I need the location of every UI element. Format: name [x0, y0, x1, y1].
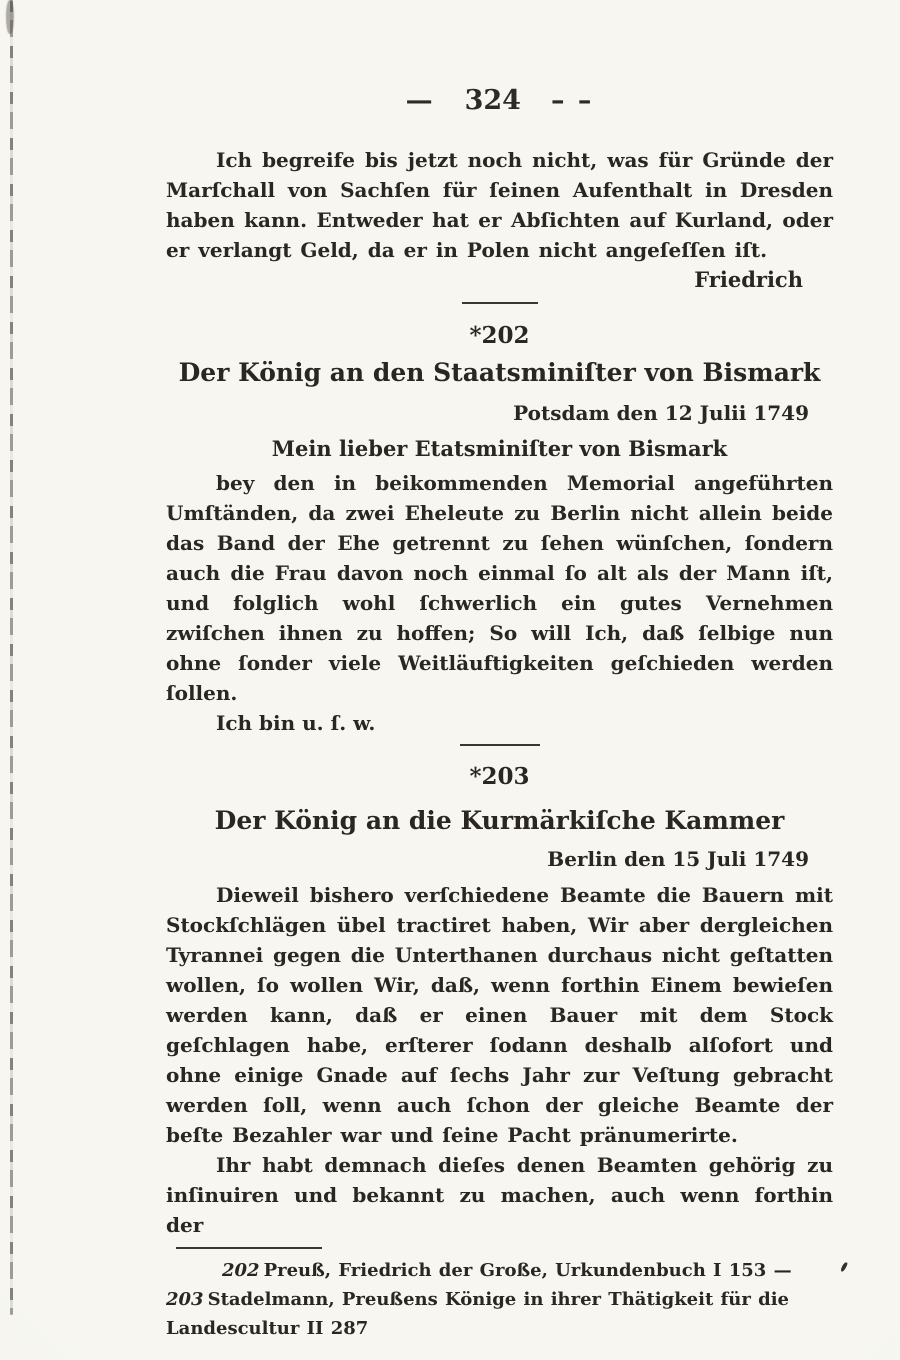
page-content [166, 85, 833, 1343]
footnote-continuation: Landescultur II 287 [166, 1318, 369, 1339]
footnote-ref-203: 203 [166, 1289, 204, 1310]
footnote-text-202: Preuß, Friedrich der Große, Urkundenbuch I 153 — [263, 1260, 792, 1281]
letter-203-number: *203 [469, 763, 530, 790]
letter-202-title: Der König an den Staatsminiſter von Bismark [178, 358, 821, 387]
page-header [166, 85, 833, 117]
prev-letter-signature: Friedrich [694, 267, 803, 292]
letter-202-closing: Ich bin u. ſ. w. [216, 711, 376, 735]
letter-202-number: *202 [469, 322, 530, 349]
page-number-dash-left: — [405, 85, 435, 116]
section-divider [460, 744, 540, 746]
letter-203-body-paragraph-1: Dieweil bishero verſchiedene Beamte die Bauern mit Stockſchlägen übel tractiret haben, Wir aber dergleichen Tyrannei gegen die Unterthanen durchaus nicht geſtatten wollen, ſo wollen Wir, daß, wenn forthin Einem bewieſen werden kann, daß er einen Bauer mit dem Stock geſchlagen habe, erſterer ſodann deshalb alſofort und ohne einige Gnade auf ſechs Jahr zur Veſtung gebracht werden ſoll, wenn auch ſchon der gleiche Beamte der beſte Bezahler war und ſeine Pacht pränumerirte. [166, 883, 833, 1147]
ink-speck [840, 1262, 848, 1272]
letter-202-salutation: Mein lieber Etatsminiſter von Bismark [271, 436, 728, 461]
footnote-text-203: Stadelmann, Preußens Könige in ihrer Thätigkeit für die [207, 1289, 789, 1310]
section-divider [462, 302, 538, 304]
letter-203-body-paragraph-2: Ihr habt demnach dieſes denen Beamten gehörig zu inſinuiren und bekannt zu machen, auch wenn forthin der [166, 1153, 833, 1237]
scan-edge-artifact [10, 0, 13, 1315]
prev-letter-body: Ich begreife bis jetzt noch nicht, was für Gründe der Marſchall von Sachſen für ſeinen Aufenthalt in Dresden haben kann. Entweder hat er Abſichten auf Kurland, oder er verlangt Geld, da er in Polen nicht angeſeſſen iſt. [166, 148, 833, 262]
footnote-separator [176, 1247, 322, 1249]
footnote-entry-202 [166, 1256, 833, 1285]
letter-203-title: Der König an die Kurmärkiſche Kammer [214, 806, 785, 835]
page-number-dash-right: – – [550, 85, 594, 116]
letter-202-dateline: Potsdam den 12 Julii 1749 [513, 401, 809, 425]
scan-blob-artifact [6, 0, 14, 34]
page-number: 324 [464, 85, 521, 116]
footnotes-block [166, 1256, 833, 1343]
letter-203-dateline: Berlin den 15 Juli 1749 [547, 847, 809, 871]
letter-202-body: bey den in beikommenden Memorial angeführten Umſtänden, da zwei Eheleute zu Berlin nicht allein beide das Band der Ehe getrennt zu ſehen wünſchen, ſondern auch die Frau davon noch einmal ſo alt als der Mann iſt, und folglich wohl ſchwerlich ein gutes Vernehmen zwiſchen ihnen zu hoffen; So will Ich, daß ſelbige nun ohne ſonder viele Weitläuftigkeiten geſchieden werden ſollen. [166, 471, 833, 705]
footnote-ref-202: 202 [222, 1260, 260, 1281]
footnote-entry-203 [166, 1285, 833, 1314]
